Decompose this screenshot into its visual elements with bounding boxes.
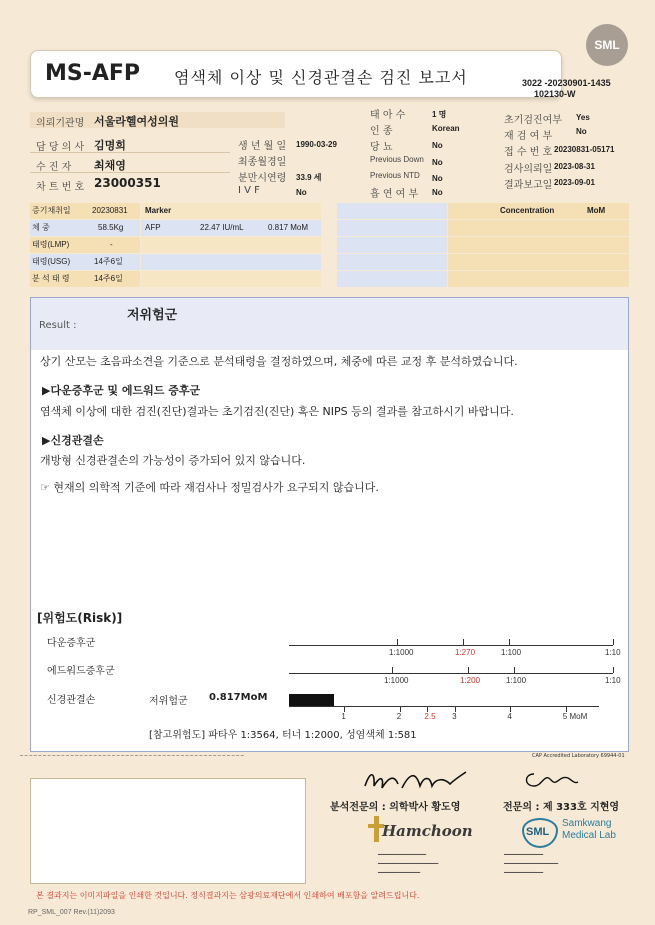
scale-tick (514, 667, 515, 673)
scale-tick-label: 1:10 (605, 648, 621, 657)
samkwang-logo-text: Samkwang Medical Lab (562, 818, 616, 841)
scale-tick-label: 2 (396, 712, 402, 721)
scale-tick-label: 1:270 (455, 648, 476, 657)
conc-row-bg (448, 237, 629, 253)
early-label: 초기검진여부 (504, 115, 562, 126)
scale-tick (397, 639, 398, 645)
scale-tick-label: 4 (507, 712, 512, 721)
hamchoon-text: Hamchoon (382, 822, 473, 840)
report-date-label: 결과보고일 (504, 180, 553, 191)
smoking-label: 흡 연 여 부 (370, 189, 419, 200)
scale-tick-label: 5 MoM (562, 712, 588, 721)
mom-header: MoM (587, 206, 606, 215)
analyst-signature (360, 766, 470, 796)
conc-header: Concentration (500, 206, 555, 215)
scale-axis (289, 706, 599, 707)
divider (30, 172, 230, 173)
analysis-age-value: 14주6일 (94, 274, 123, 283)
marker-right-bg (337, 271, 447, 287)
specialist-name: 전문의 : 제 333호 지현영 (503, 802, 620, 813)
marker-right-bg (337, 220, 447, 236)
scale-tick-label: 1 (341, 712, 346, 721)
chart-number: 23000351 (94, 176, 161, 190)
usg-age-label: 태령(USG) (32, 257, 71, 266)
patient-label: 수 진 자 (36, 162, 72, 173)
scale-tick (468, 667, 469, 673)
divider (30, 152, 230, 153)
scale-tick-label: 1:200 (460, 676, 481, 685)
result-header (31, 298, 628, 350)
marker-right-bg (337, 254, 447, 270)
report-title-box (30, 50, 562, 98)
scale-tick-label: 1:100 (501, 648, 522, 657)
hamchoon-mark (374, 816, 379, 842)
report-title: MS-AFP (45, 61, 141, 86)
result-line-3: 개방형 신경관결손의 가능성이 증가되어 있지 않습니다. (40, 454, 306, 467)
doctor-value: 김명희 (94, 139, 126, 152)
collect-label: 증기채취일 (32, 206, 71, 215)
retest-label: 재 검 여 부 (504, 131, 553, 142)
image-notice: 본 결과지는 이미지파일을 인쇄한 것입니다. 정식결과지는 삼광의료재단에서 인쇄하여 배포함을 알려드립니다. (36, 891, 420, 900)
fetus-label: 태 아 수 (370, 110, 406, 121)
marker-row-bg (141, 271, 321, 287)
marker-row-bg (141, 237, 321, 253)
marker-right-bg (337, 237, 447, 253)
diabetes-label: 당 뇨 (370, 142, 393, 153)
analyst-name: 분석전문의 : 의학박사 황도영 (330, 802, 461, 813)
ntd-mom: 0.817MoM (209, 692, 268, 703)
scale-tick-label: 1:10 (605, 676, 621, 685)
dob-value: 1990-03-29 (296, 140, 337, 149)
lmp-label: 최종월경일 (238, 157, 287, 168)
prev-down-value: No (432, 158, 443, 167)
marker-header: Marker (145, 206, 172, 215)
scale-tick (463, 639, 464, 645)
institution-label: 의뢰기관명 (36, 118, 85, 129)
weight-value: 58.5Kg (98, 223, 124, 232)
doctor-label: 담 당 의 사 (36, 142, 85, 153)
prev-ntd-label: Previous NTD (370, 171, 420, 180)
conc-row-bg (448, 271, 629, 287)
lmp-age-value: - (110, 240, 113, 249)
scale-tick (613, 639, 614, 645)
comment-box (30, 778, 306, 884)
down-edwards-heading: ▶다운증후군 및 에드워드 증후군 (42, 384, 201, 397)
result-panel (30, 297, 629, 752)
marker-mom: 0.817 MoM (268, 223, 309, 232)
scale-tick (509, 639, 510, 645)
fetus-value: 1 명 (432, 110, 447, 119)
cap-text: CAP Accredited Laboratory 69944-01 (532, 753, 625, 759)
report-subtitle: 염색체 이상 및 신경관결손 검진 보고서 (174, 68, 468, 87)
weight-label: 체 중 (32, 223, 50, 232)
sml-footer-mark: SML (522, 818, 558, 848)
marker-value: 22.47 IU/mL (200, 223, 244, 232)
receipt-value: 20230831-05171 (554, 145, 615, 154)
scale-tick-label: 1:1000 (389, 648, 414, 657)
conc-row-bg (448, 220, 629, 236)
ntd-mom-bar (289, 694, 334, 706)
diabetes-value: No (432, 141, 443, 150)
scale-tick-label: 3 (452, 712, 457, 721)
scale-tick-label: 1:1000 (384, 676, 409, 685)
usg-age-value: 14주6일 (94, 257, 123, 266)
request-date-value: 2023-08-31 (554, 162, 595, 171)
retest-value: No (576, 127, 587, 136)
dob-label: 생 년 월 일 (238, 141, 287, 152)
marker-right-bg (337, 203, 447, 219)
conc-row-bg (448, 254, 629, 270)
request-date-label: 검사의뢰일 (504, 164, 553, 175)
institution-value: 서울라헬여성의원 (94, 115, 180, 128)
analysis-age-label: 분 석 태 령 (32, 274, 70, 283)
specialist-signature (520, 766, 580, 792)
ntd-label: 신경관결손 (47, 695, 96, 706)
result-line-4: ☞ 현재의 의학적 기준에 따라 재검사나 정밀검사가 요구되지 않습니다. (40, 481, 379, 494)
reference-risk: [참고위험도] 파타우 1:3564, 터너 1:2000, 성염색체 1:581 (149, 730, 417, 741)
ivf-label: I V F (238, 185, 260, 196)
form-code: RP_SML_007 Rev.(11)2093 (28, 909, 115, 916)
report-number: 3022 -20230901-1435 102130-W (522, 78, 611, 99)
hamchoon-address: ━━━━━━━━━━━━━━━━ ━━━━━━━━━━━━━━━━━━━━ ━━━━━━━━━━━━━━ (378, 852, 439, 876)
age-value: 33.9 세 (296, 173, 322, 182)
scale-tick (613, 667, 614, 673)
marker-name: AFP (145, 223, 161, 232)
scale-tick-label: 2.5 (424, 712, 436, 721)
collect-date: 20230831 (92, 206, 128, 215)
ntd-heading: ▶신경관결손 (42, 434, 104, 447)
fine-print: ─ ─ ─ ─ ─ ─ ─ ─ ─ ─ ─ ─ ─ ─ ─ ─ ─ ─ ─ ─ ─ ─ ─ ─ ─ ─ ─ ─ ─ ─ ─ ─ ─ ─ ─ ─ ─ ─ ─ ─ ─ ─ ─ ─ ─ ─ ─ ─ ─ (20, 753, 244, 759)
race-label: 인 종 (370, 126, 393, 137)
ivf-value: No (296, 188, 307, 197)
race-value: Korean (432, 124, 460, 133)
ntd-result: 저위험군 (149, 696, 188, 707)
result-line-1: 상기 산모는 초음파소견을 기준으로 분석태령을 결정하였으며, 체중에 따른 교정 후 분석하였습니다. (40, 355, 518, 368)
patient-name: 최채영 (94, 159, 126, 172)
prev-down-label: Previous Down (370, 155, 424, 164)
prev-ntd-value: No (432, 174, 443, 183)
chart-label: 차 트 번 호 (36, 182, 85, 193)
samkwang-address: ━━━━━━━━━━━━━ ━━━━━━━━━━━━━━━━━━ ━━━━━━━━━━━━━ (504, 852, 559, 876)
lmp-age-label: 태령(LMP) (32, 240, 70, 249)
risk-title: [위험도(Risk)] (37, 611, 123, 625)
marker-row-bg (141, 254, 321, 270)
result-label: Result : (39, 320, 77, 331)
scale-axis (289, 645, 613, 646)
scale-tick-label: 1:100 (506, 676, 527, 685)
edwards-label: 에드워드증후군 (47, 666, 115, 677)
report-date-value: 2023-09-01 (554, 178, 595, 187)
down-label: 다운증후군 (47, 638, 96, 649)
early-value: Yes (576, 113, 590, 122)
age-label: 분만시연령 (238, 173, 287, 184)
scale-tick (392, 667, 393, 673)
result-line-2: 염색체 이상에 대한 검진(진단)결과는 초기검진(진단) 혹은 NIPS 등의 결과를 참고하시기 바랍니다. (40, 405, 514, 418)
scale-axis (289, 673, 613, 674)
result-value: 저위험군 (127, 308, 178, 323)
hamchoon-logo (368, 816, 473, 852)
smoking-value: No (432, 188, 443, 197)
receipt-label: 접 수 번 호 (504, 147, 553, 158)
sml-logo: SML (586, 24, 628, 66)
